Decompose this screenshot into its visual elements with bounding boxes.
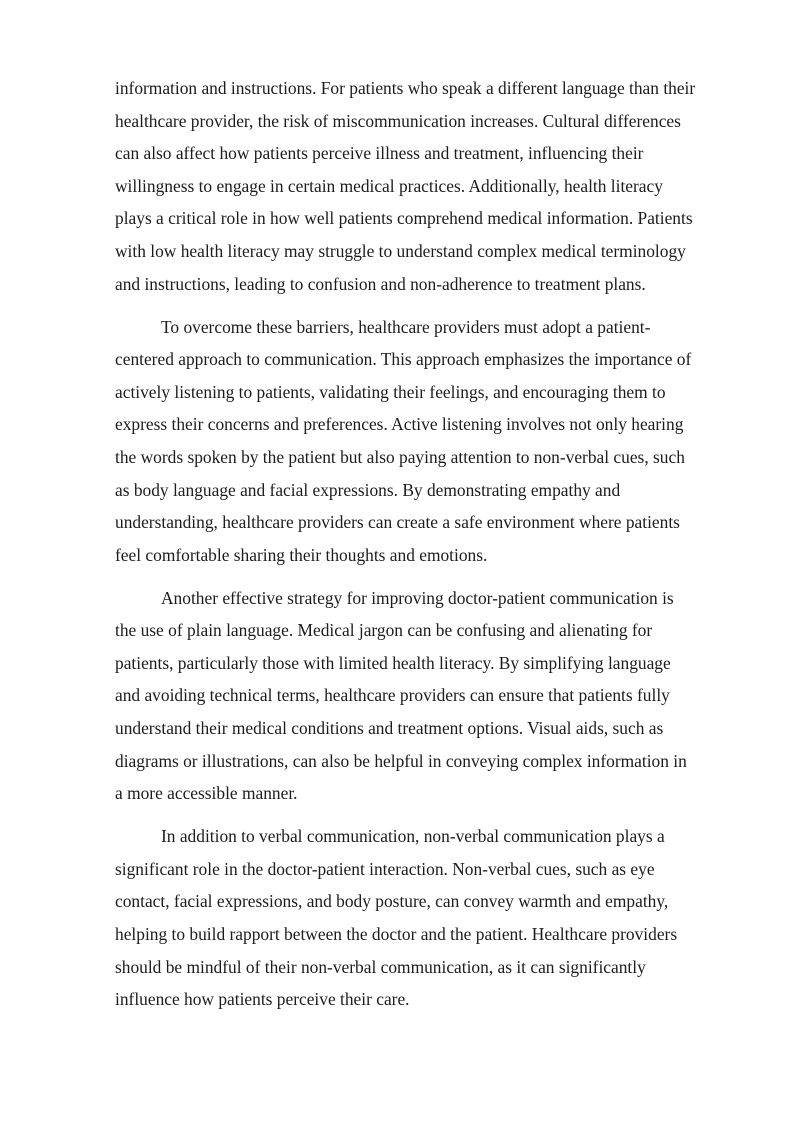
paragraph-3 xyxy=(115,582,745,810)
paragraph-line: the use of plain language. Medical jargon can be confusing and alienating for xyxy=(115,620,653,641)
paragraph-line: understanding, healthcare providers can create a safe environment where patients xyxy=(115,512,680,533)
paragraph-line: centered approach to communication. This approach emphasizes the importance of xyxy=(115,349,692,370)
paragraph-line: To overcome these barriers, healthcare providers must adopt a patient- xyxy=(161,316,651,337)
paragraph-line: a more accessible manner. xyxy=(115,783,298,804)
paragraph-line: should be mindful of their non-verbal communication, as it can significantly xyxy=(115,956,646,977)
paragraph-line: diagrams or illustrations, can also be helpful in conveying complex information in xyxy=(115,750,687,771)
paragraph-line: contact, facial expressions, and body posture, can convey warmth and empathy, xyxy=(115,891,669,912)
paragraph-line: healthcare provider, the risk of miscommunication increases. Cultural differences xyxy=(115,110,681,131)
paragraph-line: and instructions, leading to confusion and non-adherence to treatment plans. xyxy=(115,273,646,294)
paragraph-line: understand their medical conditions and treatment options. Visual aids, such as xyxy=(115,718,664,739)
document-body xyxy=(115,72,745,1026)
paragraph-line: influence how patients perceive their care. xyxy=(115,989,410,1010)
paragraph-line: information and instructions. For patients who speak a different language than their xyxy=(115,78,696,98)
paragraph-line: with low health literacy may struggle to understand complex medical terminology xyxy=(115,240,686,261)
paragraph-line: express their concerns and preferences. Active listening involves not only hearing xyxy=(115,414,684,435)
paragraph-line: and avoiding technical terms, healthcare providers can ensure that patients fully xyxy=(115,685,670,706)
paragraph-line: In addition to verbal communication, non-verbal communication plays a xyxy=(161,826,665,847)
paragraph-line: actively listening to patients, validating their feelings, and encouraging them to xyxy=(115,381,666,402)
paragraph-line: willingness to engage in certain medical practices. Additionally, health literacy xyxy=(115,175,663,196)
paragraph-1 xyxy=(115,72,745,300)
paragraph-line: can also affect how patients perceive illness and treatment, influencing their xyxy=(115,143,644,164)
paragraph-line: patients, particularly those with limited health literacy. By simplifying language xyxy=(115,652,671,673)
paragraph-line: helping to build rapport between the doctor and the patient. Healthcare providers xyxy=(115,924,678,945)
paragraph-line: feel comfortable sharing their thoughts and emotions. xyxy=(115,544,488,565)
paragraph-line: plays a critical role in how well patients comprehend medical information. Patients xyxy=(115,208,693,229)
paragraph-line: the words spoken by the patient but also paying attention to non-verbal cues, such xyxy=(115,446,685,467)
paragraph-4 xyxy=(115,820,745,1016)
paragraph-2 xyxy=(115,311,745,572)
paragraph-line: Another effective strategy for improving doctor-patient communication is xyxy=(161,587,674,608)
paragraph-line: as body language and facial expressions. By demonstrating empathy and xyxy=(115,479,621,500)
paragraph-line: significant role in the doctor-patient interaction. Non-verbal cues, such as eye xyxy=(115,858,655,879)
